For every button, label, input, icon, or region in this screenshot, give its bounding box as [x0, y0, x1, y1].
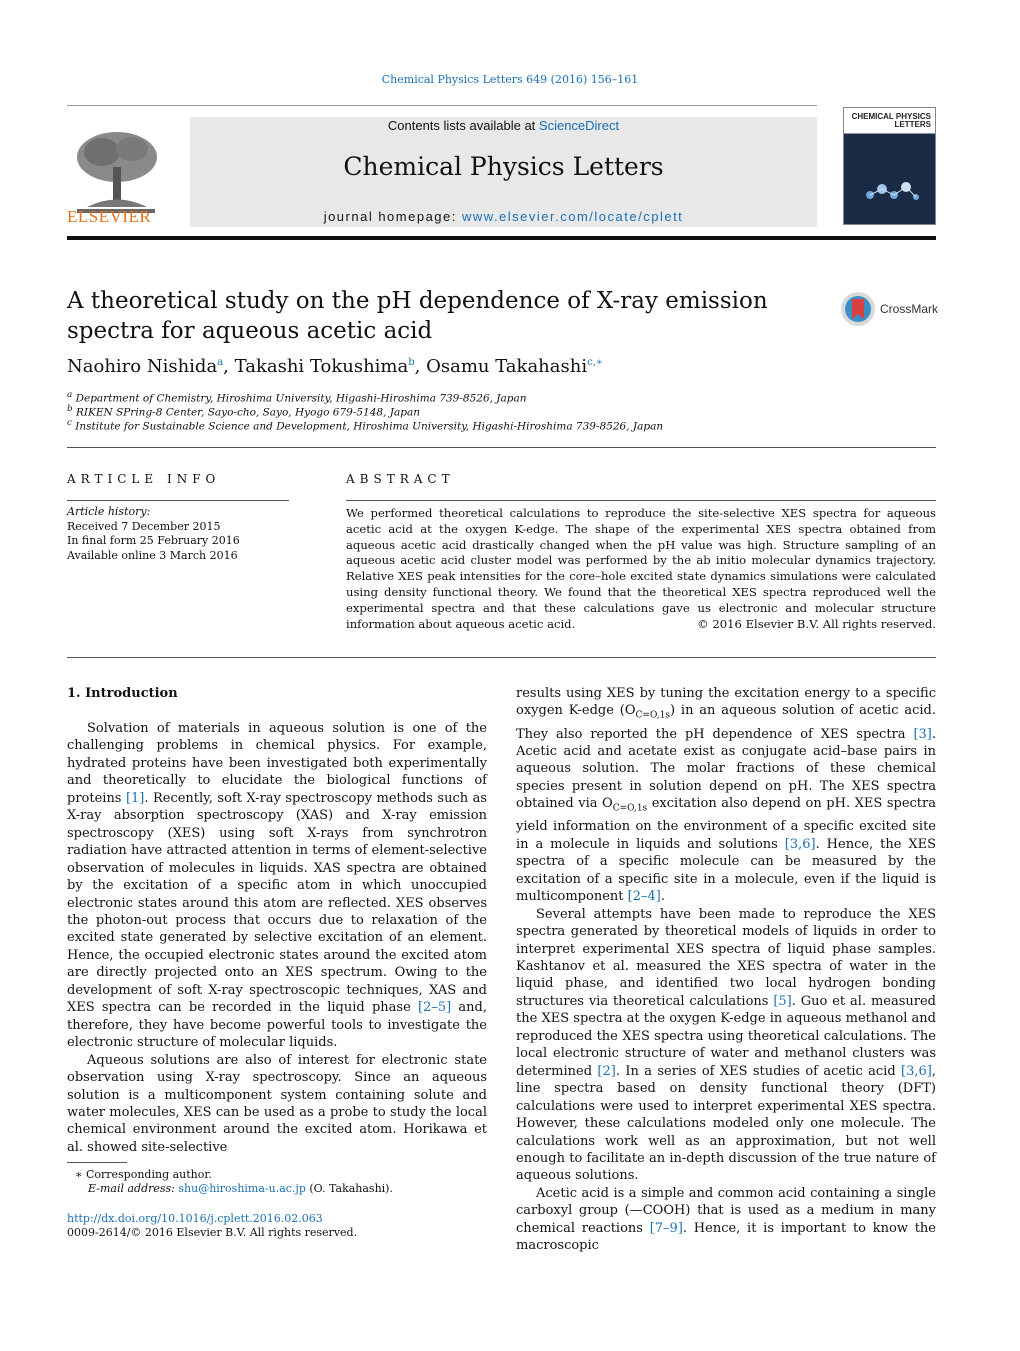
paragraph: Aqueous solutions are also of interest for electronic state observation using X-ray spectroscopy. Since an aqueous solution is a multicomponent system containing solute and water molecules, XES can be used as a probe to study the local chemical environment around the excited atom. Horikawa et al. showed site-selective [67, 1052, 487, 1155]
issn-line: 0009-2614/© 2016 Elsevier B.V. All rights reserved. [67, 1226, 358, 1239]
doi-link[interactable]: http://dx.doi.org/10.1016/j.cplett.2016.02.063 [67, 1212, 323, 1225]
citation-link[interactable]: [3,6] [901, 1063, 932, 1079]
history-received: Received 7 December 2015 [67, 519, 221, 533]
homepage-line: journal homepage: www.elsevier.com/locate/cplett [323, 209, 684, 224]
cover-title: CHEMICAL PHYSICS LETTERS [851, 112, 931, 129]
author-name[interactable]: Osamu Takahashi [426, 356, 588, 377]
history-online: Available online 3 March 2016 [67, 548, 238, 562]
elsevier-wordmark: ELSEVIER [67, 207, 152, 226]
abstract-text: We performed theoretical calculations to reproduce the site-selective XES spectra for aqueous acetic acid at the oxygen K-edge. The shape of the experimental XES spectra obtained from aqueous acetic acid drastically changed when the pH value was high. Structure sampling of an aqueous acetic acid cluster model was performed by the ab initio molecular dynamics trajectory. Relative XES peak intensities for the core–hole excited state dynamics simulations were calculated using density functional theory. We found that the theoretical XES spectra reproduced well the experimental spectra and that these calculations gave us electronic and molecular structure information about aqueous acetic acid. [346, 506, 936, 631]
article-history [67, 505, 240, 563]
abstract-bottom-rule [67, 657, 936, 658]
footnote-rule [67, 1162, 127, 1163]
body-right-column [516, 685, 936, 1255]
corresponding-author-note: ∗ Corresponding author. [75, 1168, 212, 1181]
crossmark-icon [840, 291, 876, 327]
paragraph: Acetic acid is a simple and common acid containing a single carboxyl group (—COOH) that is used as a medium in many chemical reactions [7–9]. Hence, it is important to know the macroscopic [516, 1185, 936, 1254]
author-name[interactable]: Naohiro Nishida [67, 356, 218, 377]
abstract-rule [346, 500, 936, 501]
paragraph: Solvation of materials in aqueous solution is one of the challenging problems in chemical physics. For example, hydrated proteins have been investigated both experimentally and theoretically to elucidate the biological functions of proteins [1]. Recently, soft X-ray spectroscopy methods such as X-ray absorption spectroscopy (XAS) and X-ray emission spectroscopy (XES) using soft X-rays from synchrotron radiation have attracted attention in terms of element-selective observation of molecules in liquids. XAS spectra are obtained by the excitation of a specific atom in which unoccupied electronic states around this atom are reflected. XES observes the photon-out process that occurs due to relaxation of the excited state generated by selective excitation of an element. Hence, the occupied electronic states around the excited atom are directly projected onto an XES spectrum. Owing to the development of soft X-ray spectroscopic techniques, XAS and XES spectra can be recorded in the liquid phase [2–5] and, therefore, they have become powerful tools to investigate the electronic structure of molecular liquids. [67, 721, 487, 1051]
header-thick-rule [67, 236, 936, 240]
header-rule [67, 105, 817, 106]
contents-line: Contents lists available at ScienceDirect [387, 118, 620, 133]
article-info-heading: ARTICLE INFO [67, 472, 221, 486]
citation-link[interactable]: [3] [913, 726, 932, 742]
email-note: E-mail address: shu@hiroshima-u.ac.jp (O. Takahashi). [88, 1182, 393, 1195]
citation-link[interactable]: [2–4] [627, 889, 661, 905]
sciencedirect-link[interactable]: ScienceDirect [538, 118, 620, 133]
crossmark-label: CrossMark [880, 302, 939, 316]
email-link[interactable]: shu@hiroshima-u.ac.jp [178, 1182, 306, 1195]
author-name[interactable]: Takashi Tokushima [234, 356, 409, 377]
article-title: A theoretical study on the pH dependence of X-ray emission spectra for aqueous acetic acid [67, 288, 768, 344]
author-affil-sup[interactable]: b [408, 357, 415, 368]
citation-link[interactable]: [7–9] [649, 1220, 683, 1236]
citation-link[interactable]: [2–5] [418, 1000, 452, 1016]
article-info-rule [67, 500, 289, 501]
author-affil-sup[interactable]: c,∗ [587, 357, 603, 368]
body-left-column [67, 720, 487, 1156]
journal-reference[interactable]: Chemical Physics Letters 649 (2016) 156–161 [381, 73, 639, 86]
affiliation: $^b$ RIKEN SPring-8 Center, Sayo-cho, Sayo, Hyogo 679-5148, Japan [67, 404, 420, 419]
paragraph: results using XES by tuning the excitation energy to a specific oxygen K-edge $(O_{C=O,1s})$ in an aqueous solution of acetic acid. They also reported the pH dependence of XES spectra [3]. Acetic acid and acetate exist as conjugate acid–base pairs in aqueous solution. The molar fractions of these chemical species present in solution depend on pH. The XES spectra obtained via $O_{C=O,1s}$ excitation also depend on pH. XES spectra yield information on the environment of a specific excited site in a molecule in liquids and solutions [3,6]. Hence, the XES spectra of a specific molecule can be measured by the excitation of a specific site in a molecule, even if the liquid is multicomponent [2–4]. [516, 686, 936, 905]
journal-title: Chemical Physics Letters [343, 152, 664, 181]
history-revised: In final form 25 February 2016 [67, 534, 240, 548]
abstract-copyright: © 2016 Elsevier B.V. All rights reserved. [697, 617, 936, 631]
abstract-heading: ABSTRACT [346, 472, 455, 486]
citation-link[interactable]: [2] [597, 1063, 616, 1079]
affiliation: $^c$ Institute for Sustainable Science and Development, Hiroshima University, Higashi-Hiroshima 739-8526, Japan [67, 418, 664, 433]
paragraph: Several attempts have been made to reproduce the XES spectra generated by theoretical models of liquids in order to interpret experimental XES spectra of liquid phase samples. Kashtanov et al. measured the XES spectra of water in the liquid phase, and identified two local hydrogen bonding structures via theoretical calculations [5]. Guo et al. measured the XES spectra at the oxygen K-edge in aqueous methanol and reproduced the XES spectra using theoretical calculations. The local electronic structure of water and methanol clusters was determined [2]. In a series of XES studies of acetic acid [3,6], line spectra based on density functional theory (DFT) calculations were used to interpret experimental XES spectra. However, these calculations modeled only one molecule. The calculations work well as an approximation, but not well enough to facilitate an in-depth discussion of the true nature of aqueous solutions. [516, 906, 936, 1184]
author-affil-sup[interactable]: a [217, 357, 224, 368]
section-heading-introduction: 1. Introduction [67, 686, 178, 701]
author-list: Naohiro Nishida$^a$, Takashi Tokushima$^b$, Osamu Takahashi$^{c,∗}$ [67, 356, 603, 377]
affiliation: $^a$ Department of Chemistry, Hiroshima University, Higashi-Hiroshima 739-8526, Japan [67, 390, 527, 405]
citation-link[interactable]: [1] [125, 790, 145, 806]
homepage-link[interactable]: www.elsevier.com/locate/cplett [462, 209, 684, 224]
affiliation-rule [67, 447, 936, 448]
crossmark-badge[interactable] [840, 291, 939, 327]
history-label: Article history: [67, 505, 151, 518]
cover-molecule-graphic [850, 165, 930, 215]
citation-link[interactable]: [3,6] [784, 836, 816, 852]
citation-link[interactable]: [5] [773, 993, 792, 1009]
